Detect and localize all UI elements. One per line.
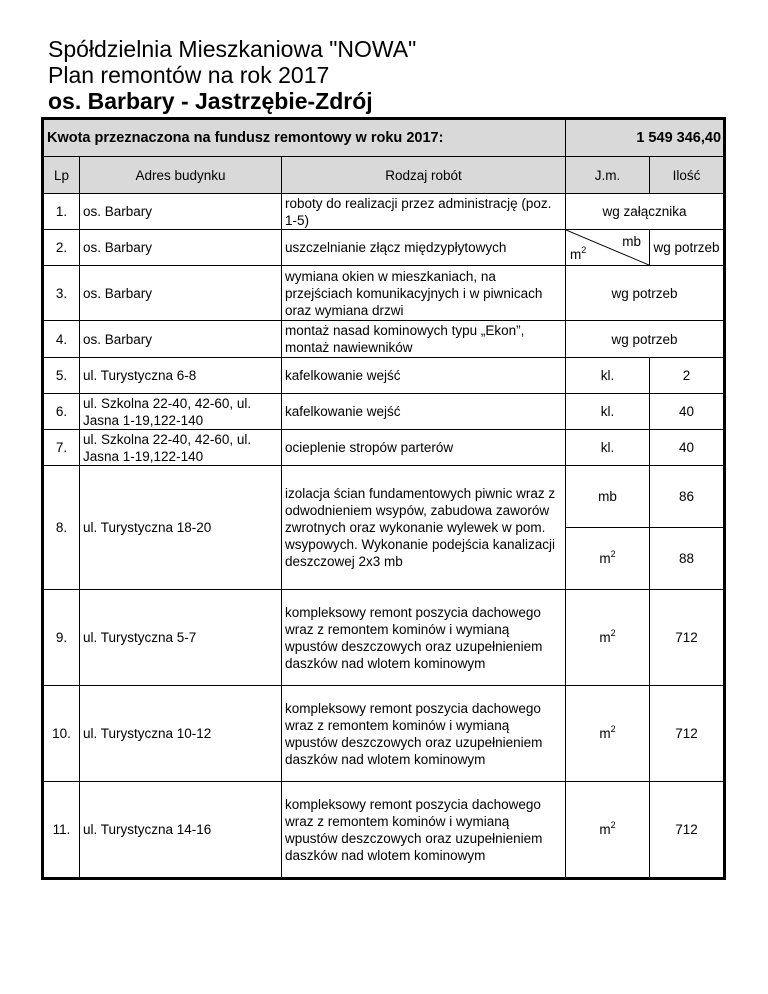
row-qty: 712 (650, 782, 724, 878)
row-work: roboty do realizacji przez administrację (poz. 1-5) (282, 194, 566, 230)
table-row (44, 358, 724, 394)
row-merged-value: wg potrzeb (566, 266, 724, 321)
row-work: izolacja ścian fundamentowych piwnic wraz z odwodnieniem wsypów, zabudowa zaworów zwrotnych oraz wykonanie wylewek w pom. wsypowych. Wykonanie podejścia kanalizacji deszczowej 2x3 mb (282, 466, 566, 590)
cooperative-name: Spółdzielnia Mieszkaniowa "NOWA" (48, 36, 417, 62)
row-qty: 2 (650, 358, 724, 394)
col-lp: Lp (44, 157, 80, 194)
row-qty: 40 (650, 430, 724, 466)
row-lp: 7. (44, 430, 80, 466)
row-lp: 8. (44, 466, 80, 590)
row-work: kompleksowy remont poszycia dachowego wraz z remontem kominów i wymianą wpustów deszczowych oraz uzupełnieniem daszków nad wlotem kominowym (282, 782, 566, 878)
row-unit: kl. (566, 394, 650, 430)
row-unit: mb (566, 466, 650, 528)
row-work: kafelkowanie wejść (282, 358, 566, 394)
estate-name: os. Barbary - Jastrzębie-Zdrój (48, 88, 373, 114)
table-row (44, 230, 724, 266)
row-unit: $m^2$ (566, 590, 650, 686)
fund-label: Kwota przeznaczona na fundusz remontowy w roku 2017: (44, 120, 566, 157)
row-work: kafelkowanie wejść (282, 394, 566, 430)
document-header (48, 36, 416, 114)
row-address: ul. Turystyczna 6-8 (80, 358, 282, 394)
row-unit: $m^2$ (566, 782, 650, 878)
row-qty: 40 (650, 394, 724, 430)
table-row (44, 194, 724, 230)
row-unit: $m^2$ (566, 686, 650, 782)
row-work: montaż nasad kominowych typu „Ekon”, montaż nawiewników (282, 321, 566, 358)
fund-row (44, 120, 724, 157)
table-row (44, 266, 724, 321)
row-address: ul. Szkolna 22-40, 42-60, ul. Jasna 1-19,122-140 (80, 430, 282, 466)
row-lp: 2. (44, 230, 80, 266)
row-work: kompleksowy remont poszycia dachowego wraz z remontem kominów i wymianą wpustów deszczowych oraz uzupełnieniem daszków nad wlotem kominowym (282, 686, 566, 782)
row-qty-secondary: 88 (650, 528, 724, 590)
col-unit: J.m. (566, 157, 650, 194)
table-row (44, 590, 724, 686)
row-qty: 712 (650, 590, 724, 686)
row-lp: 10. (44, 686, 80, 782)
table-row (44, 394, 724, 430)
row-work: kompleksowy remont poszycia dachowego wraz z remontem kominów i wymianą wpustów deszczowych oraz uzupełnieniem daszków nad wlotem kominowym (282, 590, 566, 686)
row-merged-value: wg potrzeb (566, 321, 724, 358)
split-unit-cell (566, 230, 650, 266)
row-address: ul. Szkolna 22-40, 42-60, ul. Jasna 1-19,122-140 (80, 394, 282, 430)
row-address: os. Barbary (80, 321, 282, 358)
row-address: ul. Turystyczna 10-12 (80, 686, 282, 782)
renovation-plan-table (43, 119, 724, 878)
table-row (44, 321, 724, 358)
col-address: Adres budynku (80, 157, 282, 194)
unit-m2: $m^2$ (570, 245, 587, 262)
row-address: os. Barbary (80, 266, 282, 321)
row-address: ul. Turystyczna 18-20 (80, 466, 282, 590)
plan-title: Plan remontów na rok 2017 (48, 62, 330, 88)
column-header-row (44, 157, 724, 194)
row-lp: 11. (44, 782, 80, 878)
col-qty: Ilość (650, 157, 724, 194)
row-qty: 86 (650, 466, 724, 528)
col-work: Rodzaj robót (282, 157, 566, 194)
row-lp: 5. (44, 358, 80, 394)
row-work: ocieplenie stropów parterów (282, 430, 566, 466)
row-work: uszczelnianie złącz międzypłytowych (282, 230, 566, 266)
fund-amount: 1 549 346,40 (566, 120, 724, 157)
row-lp: 1. (44, 194, 80, 230)
table-row (44, 466, 724, 528)
row-qty: wg potrzeb (650, 230, 724, 266)
row-address: os. Barbary (80, 230, 282, 266)
row-lp: 3. (44, 266, 80, 321)
row-qty: 712 (650, 686, 724, 782)
row-unit: kl. (566, 430, 650, 466)
row-address: ul. Turystyczna 5-7 (80, 590, 282, 686)
unit-mb: mb (622, 234, 641, 249)
row-merged-value: wg załącznika (566, 194, 724, 230)
row-lp: 4. (44, 321, 80, 358)
table-row (44, 686, 724, 782)
table-row (44, 430, 724, 466)
row-address: ul. Turystyczna 14-16 (80, 782, 282, 878)
row-lp: 9. (44, 590, 80, 686)
table-row (44, 782, 724, 878)
row-address: os. Barbary (80, 194, 282, 230)
row-work: wymiana okien w mieszkaniach, na przejściach komunikacyjnych i w piwnicach oraz wymiana drzwi (282, 266, 566, 321)
row-lp: 6. (44, 394, 80, 430)
row-unit: kl. (566, 358, 650, 394)
row-unit-secondary: $m^2$ (566, 528, 650, 590)
